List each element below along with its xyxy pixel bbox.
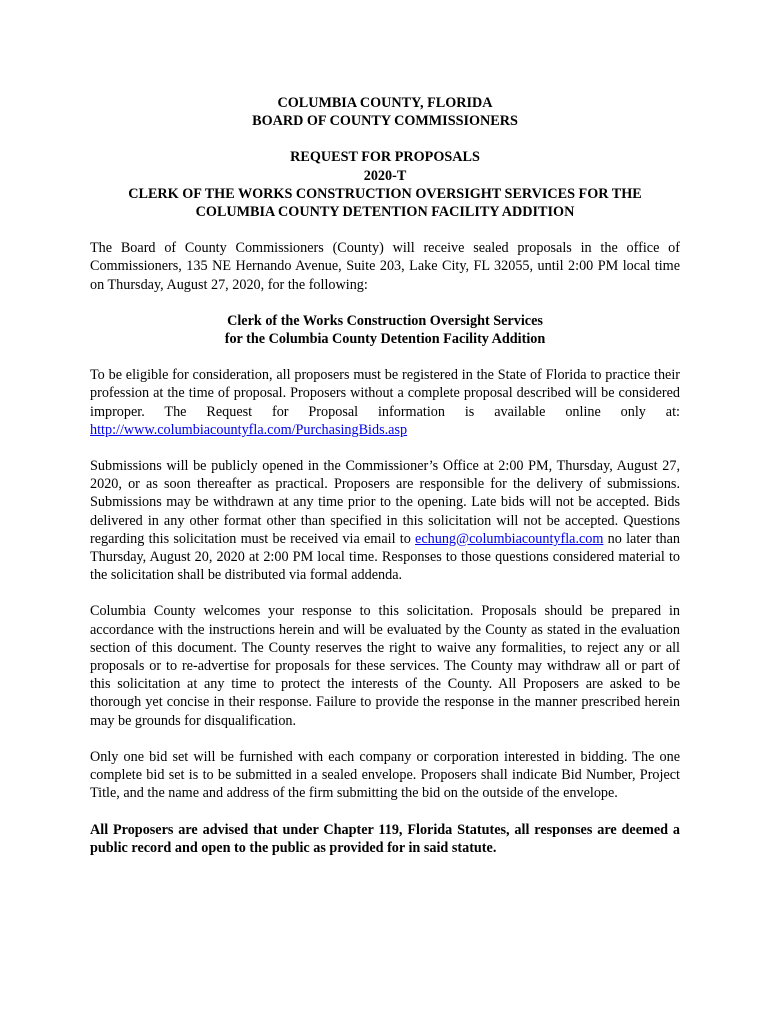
submissions-text-after: no later than Thursday, August 20, 2020 at 2:00 PM local time. Responses to those questions considered material to the solicitation shall be distributed via formal addenda. bbox=[90, 530, 680, 584]
intro-paragraph: The Board of County Commissioners (County) will receive sealed proposals in the office of Commissioners, 135 NE Hernando Avenue, Suite 203, Lake City, FL 32055, until 2:00 PM local time on Thursday, August 27, 2020, for the following: bbox=[90, 240, 680, 293]
rfp-number: 2020-T bbox=[363, 167, 407, 184]
purchasing-bids-link[interactable]: http://www.columbiacountyfla.com/PurchasingBids.asp bbox=[90, 421, 408, 438]
submissions-paragraph bbox=[90, 457, 680, 584]
rfp-header bbox=[90, 148, 680, 221]
agency-header bbox=[90, 94, 680, 130]
spacer bbox=[90, 221, 680, 239]
contact-email-link[interactable]: echung@columbiacountyfla.com bbox=[415, 530, 604, 547]
county-name: COLUMBIA COUNTY, FLORIDA bbox=[277, 95, 493, 111]
rfp-type: REQUEST FOR PROPOSALS bbox=[290, 149, 480, 166]
spacer bbox=[90, 130, 680, 148]
document-page bbox=[90, 94, 680, 875]
subject-block bbox=[90, 312, 680, 348]
public-record-paragraph: All Proposers are advised that under Chapter 119, Florida Statutes, all responses are deemed a public record and open to the public as provided for in said statute. bbox=[90, 821, 680, 856]
board-name: BOARD OF COUNTY COMMISSIONERS bbox=[252, 113, 518, 130]
bid-set-paragraph: Only one bid set will be furnished with each company or corporation interested in bidding. The one complete bid set is to be submitted in a sealed envelope. Proposers shall indicate Bid Number, Project Title, and the name and address of the firm submitting the bid on the outside of the envelope. bbox=[90, 748, 680, 802]
rfp-title-line2: COLUMBIA COUNTY DETENTION FACILITY ADDITION bbox=[195, 204, 575, 221]
rfp-title-line1: CLERK OF THE WORKS CONSTRUCTION OVERSIGHT SERVICES FOR THE bbox=[128, 185, 642, 202]
welcome-paragraph: Columbia County welcomes your response to this solicitation. Proposals should be prepared in accordance with the instructions herein and will be evaluated by the County as stated in the evaluation section of this document. The County reserves the right to waive any formalities, to reject any or all proposals or to re-advertise for proposals for these services. The County may withdraw all or part of this solicitation at any time to protect the interests of the County. All Proposers are asked to be thorough yet concise in their response. Failure to provide the response in the manner prescribed herein may be grounds for disqualification. bbox=[90, 603, 680, 729]
submissions-text-before: Submissions will be publicly opened in the Commissioner’s Office at 2:00 PM, Thursday, August 27, 2020, or as soon thereafter as practical. Proposers are responsible for the delivery of submissions. Submissions may be withdrawn at any time prior to the opening. Late bids will not be accepted. Bids delivered in any other format other than specified in this solicitation will not be accepted. Questions regarding this solicitation must be received via email to bbox=[90, 458, 680, 547]
subject-line1: Clerk of the Works Construction Oversight Services bbox=[227, 312, 543, 329]
eligibility-paragraph bbox=[90, 366, 680, 439]
subject-line2: for the Columbia County Detention Facility Addition bbox=[224, 331, 546, 348]
eligibility-text: To be eligible for consideration, all proposers must be registered in the State of Florida to practice their profession at the time of proposal. Proposers without a complete proposal described will be considered improper. The Request for Proposal information is available online only at: bbox=[90, 367, 680, 420]
